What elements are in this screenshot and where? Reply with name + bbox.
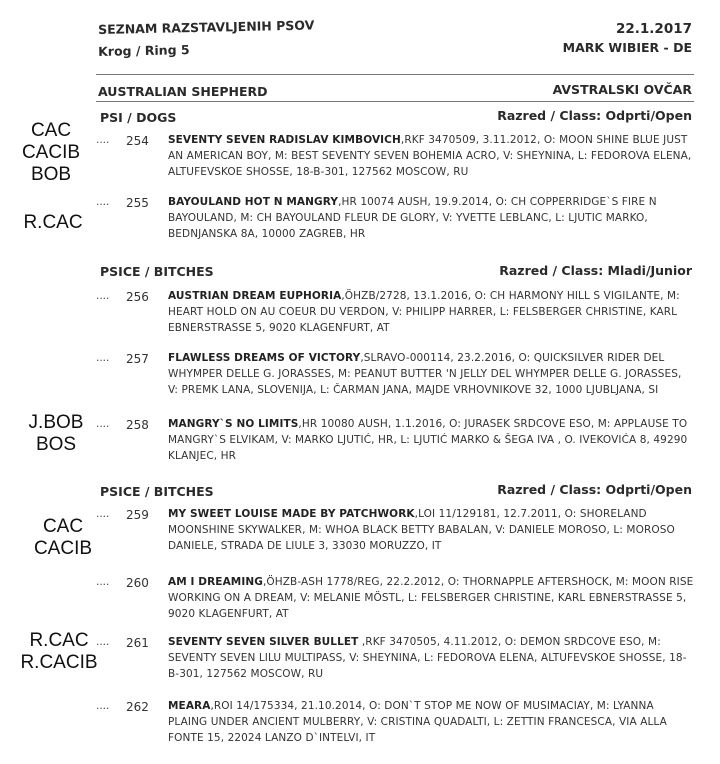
entry-dots: ....	[96, 418, 110, 430]
catalog-number: 258	[126, 418, 149, 432]
dog-entry	[96, 350, 694, 398]
dog-name: MY SWEET LOUISE MADE BY PATCHWORK	[168, 508, 415, 520]
award-badge: R.CAC	[23, 212, 83, 233]
catalog-number: 256	[126, 290, 149, 304]
catalog-number: 255	[126, 196, 149, 210]
catalog-number: 254	[126, 134, 149, 148]
award-badge: CACIB	[21, 142, 81, 163]
entry-dots: ....	[96, 290, 110, 302]
section-title: PSICE / BITCHES	[100, 484, 214, 499]
judge-name: MARK WIBIER - DE	[562, 40, 692, 55]
catalog-number: 257	[126, 352, 149, 366]
dog-entry	[96, 574, 694, 622]
section-class: Razred / Class: Odprti/Open	[497, 108, 692, 123]
catalog-number: 259	[126, 508, 149, 522]
breed-name-sl: AVSTRALSKI OVČAR	[552, 82, 692, 97]
award-badge: J.BOB	[28, 412, 84, 433]
ring-label: Krog / Ring 5	[98, 42, 190, 59]
breed-name-en: AUSTRALIAN SHEPHERD	[98, 84, 268, 99]
section-title: PSI / DOGS	[100, 110, 177, 125]
dog-details: ,HR 10080 AUSH, 1.1.2016, O: JURASEK SRDCOVE ESO, M: APPLAUSE TO MANGRY`S ELVIKAM, V: MARKO LJUTIĆ, HR, L: LJUTIĆ MARKO & ŠEGA IVA , O. IVEKOVIĆA 8, 49290 KLANJEC, HR	[168, 418, 688, 462]
dog-name: AM I DREAMING	[168, 576, 263, 588]
entry-dots: ....	[96, 576, 110, 588]
entry-text	[168, 132, 694, 180]
section-class: Razred / Class: Odprti/Open	[497, 482, 692, 497]
breed-divider	[96, 101, 694, 102]
dog-details: ,ÖHZB-ASH 1778/REG, 22.2.2012, O: THORNAPPLE AFTERSHOCK, M: MOON RISE WORKING ON A DREAM, V: MELANIE MÖSTL, L: FELSBERGER CHRISTINE, KARL EBNERSTRASSE 5, 9020 KLAGENFURT, AT	[168, 576, 694, 620]
entry-dots: ....	[96, 196, 110, 208]
dog-details: ,HR 10074 AUSH, 19.9.2014, O: CH COPPERRIDGE`S FIRE N BAYOULAND, M: CH BAYOULAND FLEUR DE GLORY, V: YVETTE LEBLANC, L: LJUTIC MARKO, BEDNJANSKA 8A, 10000 ZAGREB, HR	[168, 196, 657, 240]
dog-entry	[96, 506, 694, 554]
entry-awards	[26, 516, 100, 560]
dog-details: ,RKF 3470505, 4.11.2012, O: DEMON SRDCOVE ESO, M: SEVENTY SEVEN LILU MULTIPASS, V: SHEYNINA, L: FEDOROVA ELENA, ALTUFEVSKOE SHOSSE, 18-B-301, 127562 MOSCOW, RU	[168, 636, 687, 680]
dog-details: ,ROI 14/175334, 21.10.2014, O: DON`T STOP ME NOW OF MUSIMACIAY, M: LYANNA PLAING UNDER ANCIENT MULBERRY, V: CRISTINA QUADALTI, L: ZETTIN FRANCESCA, VIA ALLA FONTE 15, 22024 LANZO D`INTELVI, IT	[168, 700, 667, 744]
entry-dots: ....	[96, 352, 110, 364]
section-class: Razred / Class: Mladi/Junior	[499, 263, 692, 278]
entry-text	[168, 698, 694, 746]
entry-text	[168, 416, 694, 464]
award-badge: R.CACIB	[20, 652, 98, 673]
entry-text	[168, 506, 694, 554]
entry-awards	[20, 120, 82, 186]
dog-entry	[96, 416, 694, 464]
dog-details: ,LOI 11/129181, 12.7.2011, O: SHORELAND MOONSHINE SKYWALKER, M: WHOA BLACK BETTY BABALAN, V: DANIELE MOROSO, L: MOROSO DANIELE, STRADA DE LIULE 3, 33030 MORUZZO, IT	[168, 508, 675, 552]
dog-name: MEARA	[168, 700, 211, 712]
dog-name: AUSTRIAN DREAM EUPHORIA	[168, 290, 342, 302]
entry-text	[168, 574, 694, 622]
list-title: SEZNAM RAZSTAVLJENIH PSOV	[98, 17, 315, 37]
dog-name: FLAWLESS DREAMS OF VICTORY	[168, 352, 361, 364]
award-badge: BOS	[35, 434, 77, 455]
award-badge: CAC	[42, 516, 84, 537]
entry-text	[168, 194, 694, 242]
award-badge: CACIB	[33, 538, 93, 559]
dog-name: SEVENTY SEVEN SILVER BULLET	[168, 636, 359, 648]
show-date: 22.1.2017	[615, 21, 692, 37]
entry-dots: ....	[96, 134, 110, 146]
entry-text	[168, 634, 694, 682]
dog-name: SEVENTY SEVEN RADISLAV KIMBOVICH	[168, 134, 401, 146]
header-divider	[96, 74, 694, 75]
entry-awards	[18, 212, 88, 234]
entry-dots: ....	[96, 636, 110, 648]
dog-details: ,RKF 3470509, 3.11.2012, O: MOON SHINE BLUE JUST AN AMERICAN BOY, M: BEST SEVENTY SEVEN BOHEMIA ACRO, V: SHEYNINA, L: FEDOROVA ELENA, ALTUFEVSKOE SHOSSE, 18-B-301, 127562 MOSCOW, RU	[168, 134, 692, 178]
catalog-number: 262	[126, 700, 149, 714]
catalog-number: 261	[126, 636, 149, 650]
award-badge: BOB	[30, 164, 72, 185]
dog-name: MANGRY`S NO LIMITS	[168, 418, 299, 430]
entry-text	[168, 350, 694, 398]
dog-entry	[96, 194, 694, 242]
award-badge: R.CAC	[29, 630, 89, 651]
dog-details: ,ÖHZB/2728, 13.1.2016, O: CH HARMONY HILL S VIGILANTE, M: HEART HOLD ON AU COEUR DU VERDON, V: PHILIPP HARRER, L: FELSBERGER CHRISTINE, KARL EBNERSTRASSE 5, 9020 KLAGENFURT, AT	[168, 290, 680, 334]
entry-dots: ....	[96, 508, 110, 520]
dog-entry	[96, 288, 694, 336]
entry-awards	[16, 412, 96, 456]
catalog-number: 260	[126, 576, 149, 590]
entry-awards	[14, 630, 104, 674]
award-badge: CAC	[30, 120, 72, 141]
entry-dots: ....	[96, 700, 110, 712]
entry-text	[168, 288, 694, 336]
dog-entry	[96, 132, 694, 180]
dog-name: BAYOULAND HOT N MANGRY	[168, 196, 339, 208]
dog-details: ,SLRAVO-000114, 23.2.2016, O: QUICKSILVER RIDER DEL WHYMPER DELLE G. JORASSES, M: PEANUT BUTTER 'N JELLY DEL WHYMPER DELLE G. JORASSES, V: PREMK LANA, SLOVENIJA, L: ČARMAN JANA, MAJDE VRHOVNIKOVE 32, 1000 LJUBLJANA, SI	[168, 352, 682, 396]
section-title: PSICE / BITCHES	[100, 264, 214, 279]
dog-entry	[96, 634, 694, 682]
dog-entry	[96, 698, 694, 746]
